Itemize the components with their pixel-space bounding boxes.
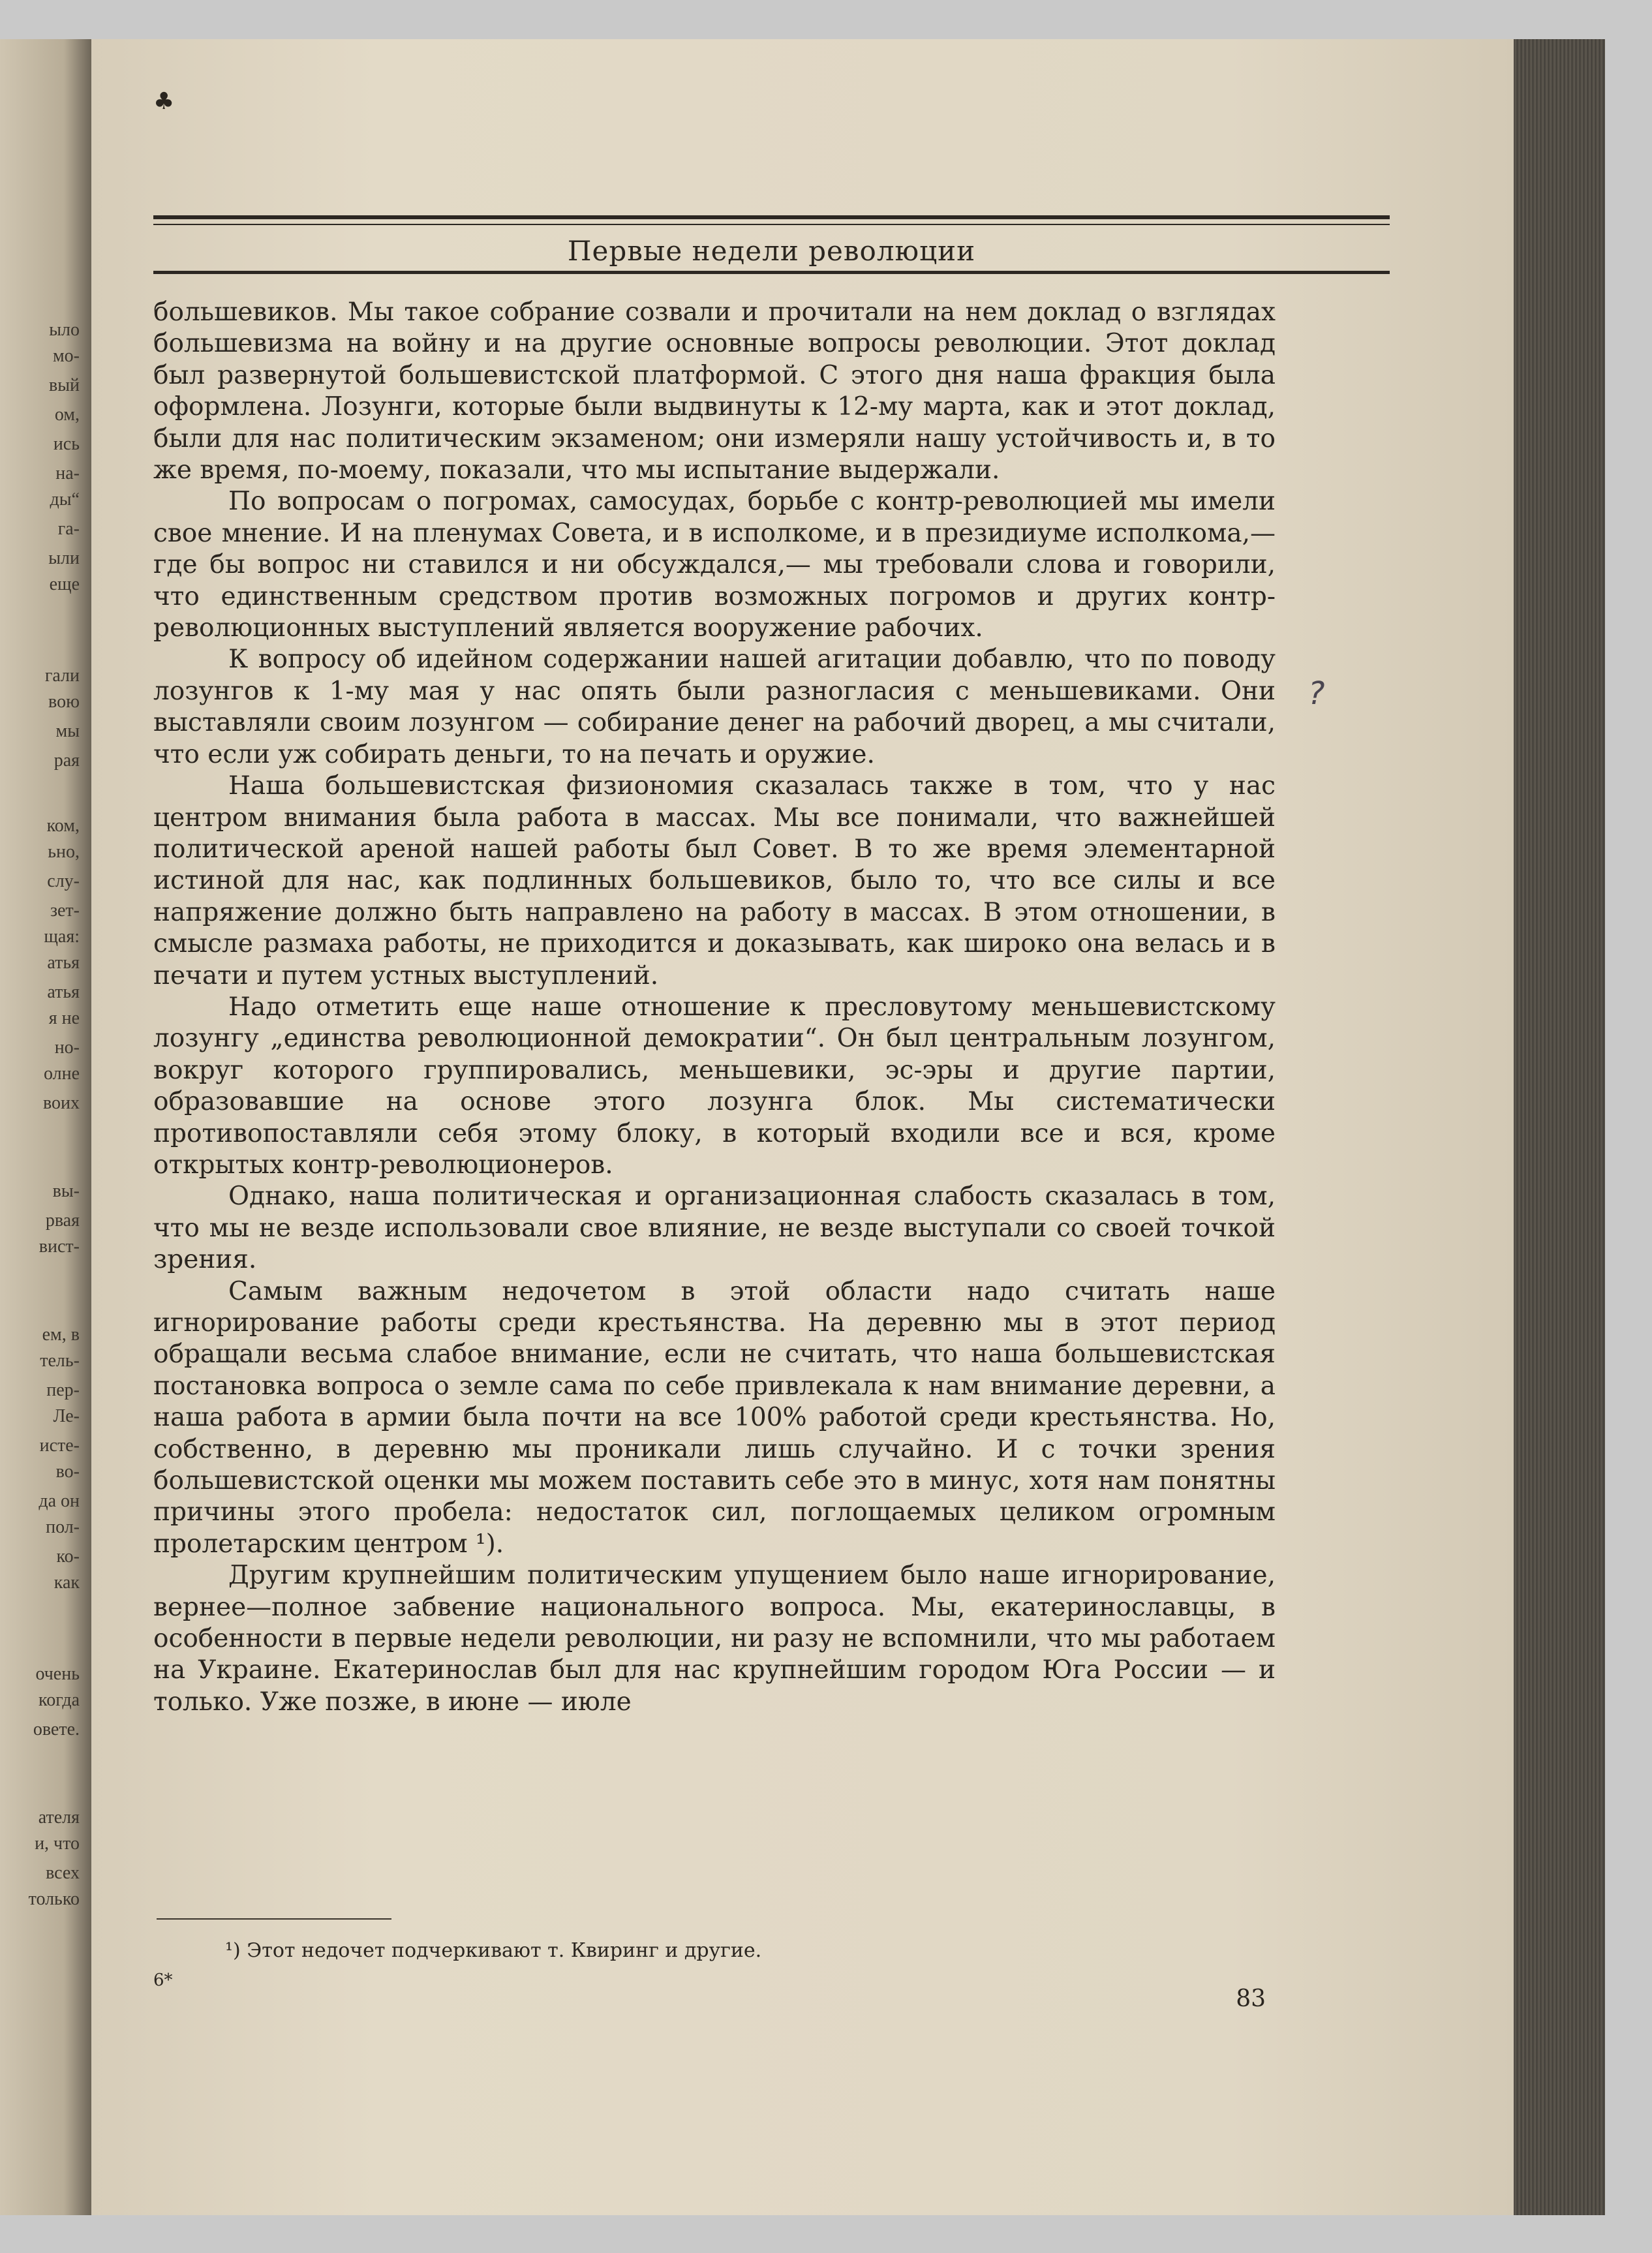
left-page-text-fragment: но- <box>54 1037 80 1058</box>
left-page-text-fragment: слу- <box>47 871 80 891</box>
paragraph: Однако, наша политическая и организационная слабость сказалась в том, что мы не везде использовали свое влияние, не везде выступали со своей точкой зрения. <box>153 1182 1276 1275</box>
left-page-text-fragment: вою <box>48 692 80 712</box>
left-page-text-fragment: как <box>54 1572 80 1593</box>
left-page-text-fragment: да он <box>38 1491 80 1511</box>
paragraph: По вопросам о погромах, самосудах, борьбе с контр-революцией мы имели свое мнение. И на пленумах Совета, и в исполкоме, и в президиуме исполкома,— где бы вопрос ни ставился и ни обсуждался,— мы требовали слова и говорили, что единственным средством против возможных погромов и других контр-революционных выступлений является вооружение рабочих. <box>153 487 1276 643</box>
handwritten-margin-note: ? <box>1308 675 1325 712</box>
left-page-text-fragment: исте- <box>39 1435 80 1456</box>
left-page-text-fragment: атья <box>47 982 80 1002</box>
left-page-text-fragment: тель- <box>40 1351 80 1371</box>
left-page-text-fragment: щая: <box>44 927 80 947</box>
page-stack-edge <box>1514 39 1605 2215</box>
left-page-text-fragment: овете. <box>33 1719 80 1740</box>
left-page-text-fragment: всех <box>46 1863 80 1883</box>
left-page-text-fragment: вый <box>48 375 80 395</box>
book-page <box>91 39 1514 2215</box>
signature-mark: 6* <box>153 1970 173 1990</box>
left-page-text-fragment: зет- <box>50 900 80 921</box>
left-page-text-fragment: Ле- <box>53 1406 80 1426</box>
left-page-text-fragment: мо- <box>52 346 80 366</box>
scanned-spread <box>0 39 1605 2215</box>
left-page-text-fragment: ком, <box>46 816 80 836</box>
left-page-text-fragment: ись <box>53 434 80 454</box>
left-page-text-fragment: атья <box>47 953 80 973</box>
left-page-text-fragment: во- <box>55 1462 80 1482</box>
left-page-text-fragment: еще <box>49 574 80 594</box>
footnote-rule <box>157 1918 391 1920</box>
header-rule-bottom <box>153 271 1390 274</box>
running-head: Первые недели революции <box>567 235 976 267</box>
header-rule-thin <box>153 224 1390 225</box>
left-page-text-fragment: ьно, <box>48 842 80 862</box>
left-page-text-fragment: очень <box>35 1664 80 1684</box>
left-page-text-fragment: мы <box>55 721 80 741</box>
left-page-text-fragment: олне <box>43 1064 80 1084</box>
left-page-text-fragment: и, что <box>35 1833 80 1854</box>
page-number: 83 <box>1236 1985 1266 2012</box>
left-page-text-fragment: вист- <box>38 1236 80 1257</box>
left-page-text-fragment: я не <box>48 1008 80 1028</box>
left-page-text-fragment: ем, в <box>42 1325 80 1345</box>
left-page-text-fragment: ыло <box>49 320 80 340</box>
left-page-text-fragment: только <box>28 1889 80 1909</box>
left-page-text-fragment: рвая <box>45 1210 80 1231</box>
left-page-text-fragment: пер- <box>46 1380 80 1400</box>
left-page-edge <box>0 39 91 2215</box>
ink-blot: ♣ <box>153 88 175 115</box>
footnote: ¹) Этот недочет подчеркивают т. Квиринг и другие. <box>225 1939 762 1962</box>
left-page-text-fragment: ом, <box>54 405 80 425</box>
paragraph: Надо отметить еще наше отношение к пресловутому меньшевистскому лозунгу „единства революционной демократии“. Он был центральным лозунгом, вокруг которого группировались, меньшевики, эс-эры и другие партии, образовавшие на основе этого лозунга блок. Мы систематически противопоставляли себя этому блоку, в который входили все и вся, кроме открытых контр-революционеров. <box>153 992 1276 1180</box>
left-page-text-fragment: на- <box>55 463 80 483</box>
left-page-text-fragment: когда <box>38 1690 80 1710</box>
body-text <box>153 297 1276 1718</box>
left-page-text-fragment: ателя <box>38 1807 80 1828</box>
left-page-text-fragment: пол- <box>46 1517 80 1537</box>
paragraph: Самым важным недочетом в этой области надо считать наше игнорирование работы среди крестьянства. На деревню мы в этот период обращали весьма слабое внимание, если не считать, что наша большевистская постановка вопроса о земле сама по себе привлекала к нам внимание деревни, а наша работа в армии была почти на все 100% работой среди крестьянства. Но, собственно, в деревню мы проникали лишь случайно. И с точки зрения большевистской оценки мы можем поставить себе это в минус, хотя нам понятны причины этого пробела: недостаток сил, поглощаемых целиком огромным пролетарским центром ¹). <box>153 1276 1276 1559</box>
left-page-text-fragment: вы- <box>52 1181 80 1201</box>
left-page-text-fragment: га- <box>57 519 80 539</box>
paragraph: Наша большевистская физиономия сказалась также в том, что у нас центром внимания была работа в массах. Мы все понимали, что важнейшей политической ареной нашей работы был Совет. В то же время элементарной истиной для нас, как подлинных большевиков, было то, что все силы и все напряжение должно быть направлено на работу в массах. В этом отношении, в смысле размаха работы, не приходится и доказывать, как широко она велась и в печати и путем устных выступлений. <box>153 771 1276 990</box>
left-page-text-fragment: рая <box>54 750 80 771</box>
header-rule <box>153 215 1390 219</box>
left-page-text-fragment: ко- <box>56 1546 80 1567</box>
paragraph: Другим крупнейшим политическим упущением было наше игнорирование, вернее—полное забвение национального вопроса. Мы, екатеринославцы, в особенности в первые недели революции, ни разу не вспомнили, что мы работаем на Украине. Екатеринослав был для нас крупнейшим городом Юга России — и только. Уже позже, в июне — июле <box>153 1561 1276 1717</box>
paragraph: К вопросу об идейном содержании нашей агитации добавлю, что по поводу лозунгов к 1-му мая у нас опять были разногласия с меньшевиками. Они выставляли своим лозунгом — собирание денег на рабочий дворец, а мы считали, что если уж собирать деньги, то на печать и оружие. <box>153 645 1276 769</box>
left-page-text-fragment: воих <box>42 1093 80 1113</box>
left-page-text-fragment: ды“ <box>50 489 80 510</box>
left-page-text-fragment: ыли <box>48 548 80 568</box>
left-page-text-fragment: гали <box>44 666 80 686</box>
paragraph: большевиков. Мы такое собрание созвали и прочитали на нем доклад о взглядах большевизма на войну и на другие основные вопросы революции. Этот доклад был развернутой большевистской платформой. С этого дня наша фракция была оформлена. Лозунги, которые были выдвинуты к 12-му марта, как и этот доклад, были для нас политическим экзаменом; они измеряли нашу устойчивость и, в то же время, по-моему, показали, что мы испытание выдержали. <box>153 298 1276 485</box>
